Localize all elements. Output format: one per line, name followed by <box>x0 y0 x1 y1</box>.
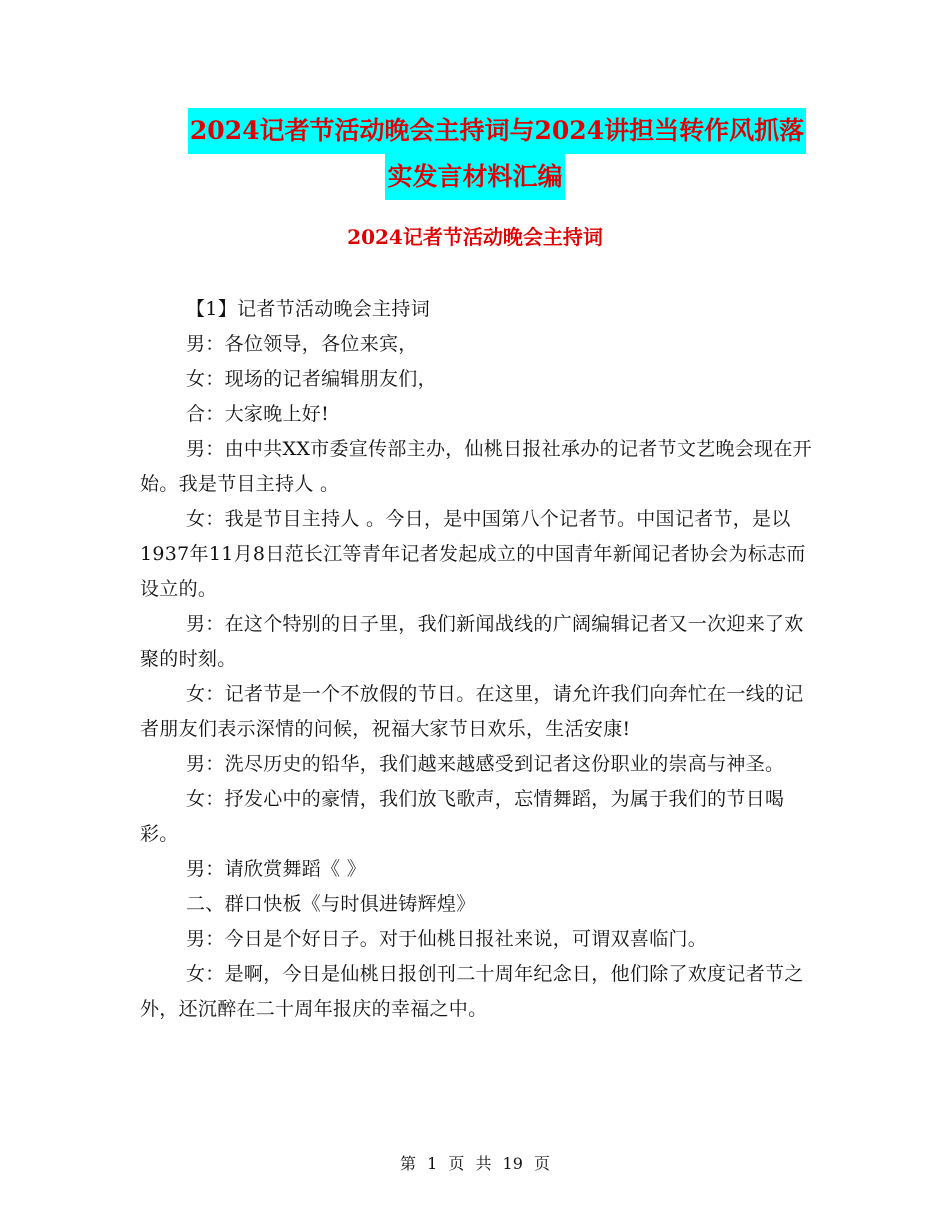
paragraph: 女：现场的记者编辑朋友们， <box>186 368 437 390</box>
paragraph: 男：今日是个好日子。对于仙桃日报社来说，可谓双喜临门。 <box>186 928 708 950</box>
paragraph: 男：各位领导，各位来宾， <box>186 333 418 355</box>
paragraph: 【1】记者节活动晚会主持词 <box>186 298 430 320</box>
paragraph: 女：是啊，今日是仙桃日报创刊二十周年纪念日，他们除了欢度记者节之外，还沉醉在二十周年报庆的幸福之中。 <box>140 963 804 1020</box>
paragraph: 女：抒发心中的豪情，我们放飞歌声，忘情舞蹈，为属于我们的节日喝彩。 <box>140 788 785 845</box>
document-title-line-2: 实发言材料汇编 <box>385 154 564 200</box>
page-number-footer: 第 1 页 共 19 页 <box>400 1154 550 1173</box>
section-heading: 2024记者节活动晚会主持词 <box>347 225 603 249</box>
paragraph: 二、群口快板《与时俱进铸辉煌》 <box>186 893 476 915</box>
paragraph: 男：洗尽历史的铅华，我们越来越感受到记者这份职业的崇高与神圣。 <box>186 753 785 775</box>
paragraph: 合：大家晚上好! <box>186 403 330 425</box>
paragraph: 男：请欣赏舞蹈《 》 <box>186 858 367 880</box>
paragraph: 男：由中共XX市委宣传部主办，仙桃日报社承办的记者节文艺晚会现在开始。我是节目主持人 。 <box>140 438 812 495</box>
paragraph: 女：我是节目主持人 。今日，是中国第八个记者节。中国记者节，是以1937年11月8日范长江等青年记者发起成立的中国青年新闻记者协会为标志而设立的。 <box>140 508 806 600</box>
document-title <box>0 108 950 200</box>
paragraph: 男：在这个特别的日子里，我们新闻战线的广阔编辑记者又一次迎来了欢聚的时刻。 <box>140 613 804 670</box>
document-body <box>140 292 820 1027</box>
paragraph: 女：记者节是一个不放假的节日。在这里，请允许我们向奔忙在一线的记者朋友们表示深情的问候，祝福大家节日欢乐，生活安康! <box>140 683 804 740</box>
document-title-line-1: 2024记者节活动晚会主持词与2024讲担当转作风抓落 <box>188 108 806 154</box>
